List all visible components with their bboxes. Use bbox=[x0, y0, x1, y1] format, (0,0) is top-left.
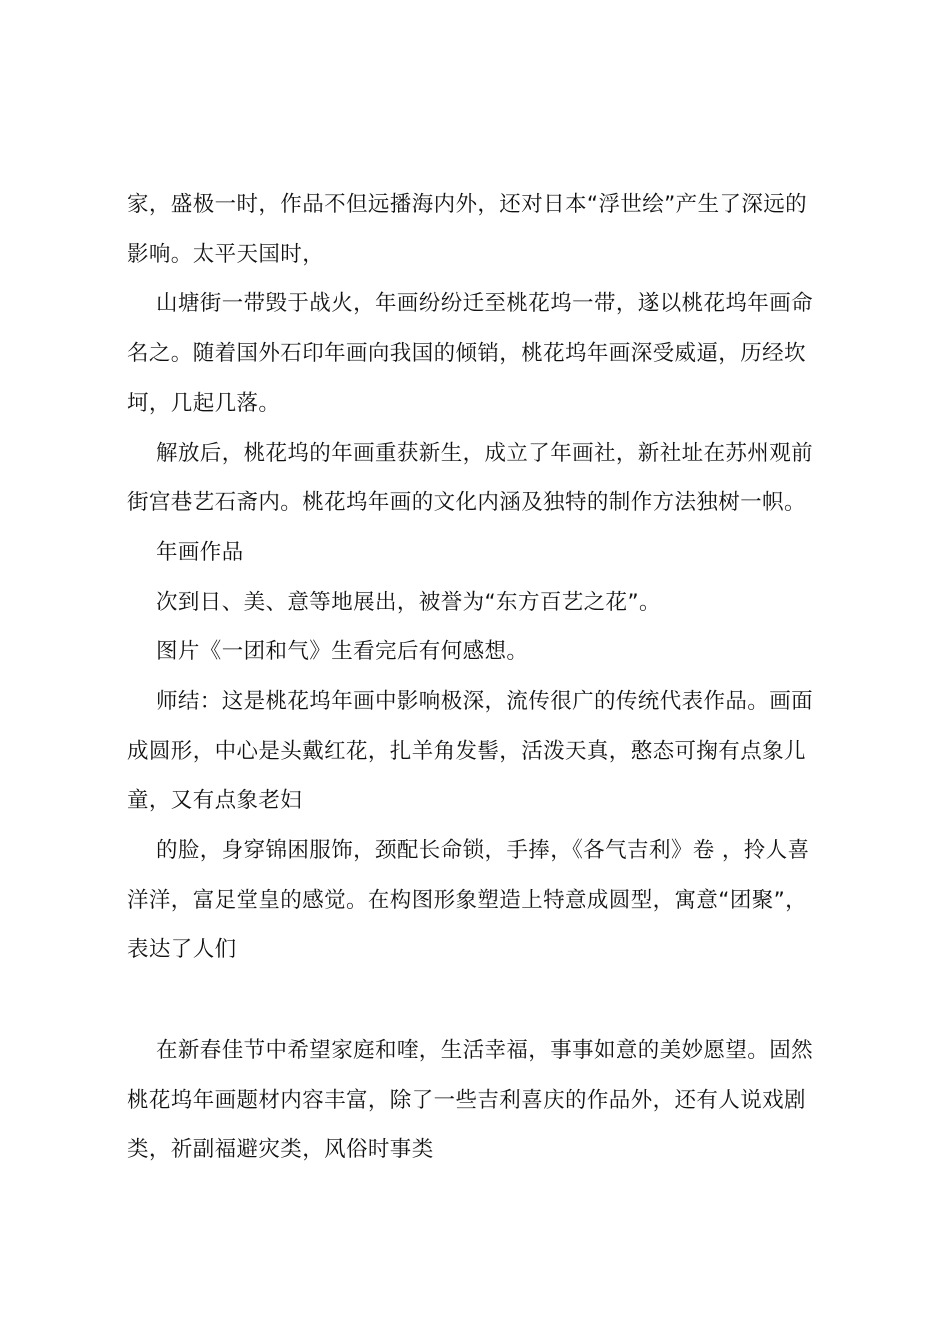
text-line: 洋洋，富足堂皇的感觉。在构图形象塑造上特意成圆型，寓意“团聚”， bbox=[127, 888, 808, 913]
text-line: 类，祈副福避灾类，风俗时事类 bbox=[127, 1137, 434, 1162]
text-line: 山塘街一带毁于战火，年画纷纷迁至桃花坞一带，遂以桃花坞年画命 bbox=[156, 291, 814, 316]
text-line: 家，盛极一时，作品不但远播海内外，还对日本“浮世绘”产生了深远的 bbox=[127, 192, 808, 217]
text-line: 成圆形，中心是头戴红花，扎羊角发髻，活泼天真，憨态可掬有点象儿 bbox=[127, 739, 806, 764]
text-line: 师结：这是桃花坞年画中影响极深，流传很广的传统代表作品。画面 bbox=[156, 689, 814, 714]
text-line: 表达了人们 bbox=[127, 937, 237, 962]
text-line: 次到日、美、意等地展出，被誉为“东方百艺之花”。 bbox=[156, 590, 661, 615]
text-line: 童，又有点象老妇 bbox=[127, 788, 303, 813]
text-line: 街宫巷艺石斋内。桃花坞年画的文化内涵及独特的制作方法独树一帜。 bbox=[127, 490, 806, 515]
section-heading: 年画作品 bbox=[156, 540, 244, 565]
text-line: 影响。太平天国时， bbox=[127, 242, 325, 267]
text-line: 名之。随着国外石印年画向我国的倾销，桃花坞年画深受威逼，历经坎 bbox=[127, 341, 806, 366]
text-line: 在新春佳节中希望家庭和喹，生活幸福，事事如意的美妙愿望。固然 bbox=[156, 1038, 814, 1063]
text-line: 解放后，桃花坞的年画重获新生，成立了年画社，新社址在苏州观前 bbox=[156, 441, 814, 466]
text-line: 桃花坞年画题材内容丰富，除了一些吉利喜庆的作品外，还有人说戏剧 bbox=[127, 1088, 806, 1113]
text-line: 图片《一团和气》生看完后有何感想。 bbox=[156, 639, 529, 664]
text-line: 坷，几起几落。 bbox=[127, 391, 281, 416]
text-line: 的脸，身穿锦困服饰，颈配长命锁，手捧，《各气吉利》卷 ，拎人喜 bbox=[156, 838, 810, 863]
